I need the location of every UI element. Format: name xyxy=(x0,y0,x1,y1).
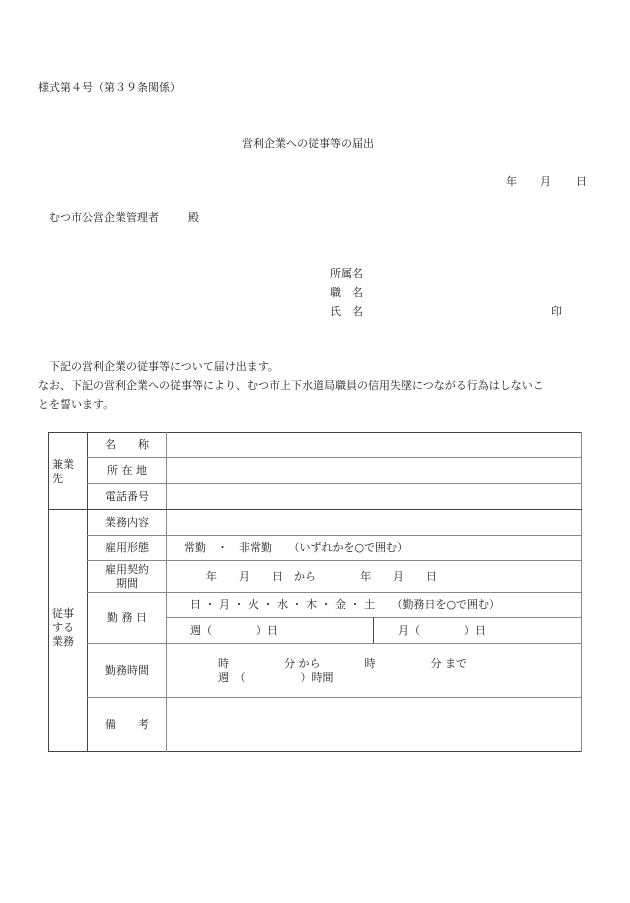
form-number: 様式第４号（第３９条関係） xyxy=(38,81,181,94)
value-remarks[interactable] xyxy=(167,698,581,751)
date-year: 年 xyxy=(506,175,517,188)
value-name[interactable] xyxy=(167,433,581,457)
name-label: 氏 名 xyxy=(330,305,363,318)
label-phone: 電話番号 xyxy=(105,489,149,503)
label-contract-line2: 期間 xyxy=(116,576,138,590)
label-contract-line1: 雇用契約 xyxy=(105,562,149,576)
page-title: 営利企業への従事等の届出 xyxy=(242,137,374,150)
value-hours-line2: 週 （ ）時間 xyxy=(218,670,334,684)
label-workdays: 勤 務 日 xyxy=(107,611,147,624)
value-month-days: 月（ ）日 xyxy=(398,623,486,637)
group-duties-line3: 業務 xyxy=(52,635,74,648)
seal-mark: 印 xyxy=(551,305,562,318)
value-address[interactable] xyxy=(167,458,581,483)
value-hours xyxy=(218,644,578,697)
label-employment-type: 雇用形態 xyxy=(105,541,149,554)
group-duties xyxy=(52,605,86,651)
affiliation-label: 所属名 xyxy=(330,267,363,280)
body-line-1: 下記の営利企業の従事等について届け出ます。 xyxy=(49,360,279,373)
honorific: 殿 xyxy=(188,211,199,224)
group-employer xyxy=(52,457,86,487)
date-month: 月 xyxy=(540,175,551,188)
value-workdays: 日 ・ 月 ・ 火 ・ 水 ・ 木 ・ 金 ・ 土 （勤務日を○で囲む） xyxy=(190,598,501,611)
label-duty: 業務内容 xyxy=(105,515,149,529)
addressee: むつ市公営企業管理者 xyxy=(49,211,159,224)
label-name: 名 称 xyxy=(105,438,149,451)
label-contract-period xyxy=(88,561,166,592)
value-phone[interactable] xyxy=(167,484,581,509)
value-duty[interactable] xyxy=(167,510,581,535)
group-employer-line2: 先 xyxy=(52,472,63,485)
body-line-2: なお、下記の営利企業への従事等により、むつ市上下水道局職員の信用失墜につながる行為はしないこ xyxy=(38,379,544,392)
group-duties-line2: する xyxy=(52,621,74,634)
body-line-3: とを誓います。 xyxy=(38,398,115,411)
position-label: 職 名 xyxy=(330,286,363,299)
value-hours-line1: 時 分 から 時 分 まで xyxy=(218,656,467,670)
label-hours: 勤務時間 xyxy=(105,663,149,677)
value-employment-type: 常勤 ・ 非常勤 （いずれかを○で囲む） xyxy=(184,541,409,554)
date-day: 日 xyxy=(576,175,587,188)
group-duties-line1: 従事 xyxy=(52,607,74,620)
group-employer-line1: 兼業 xyxy=(52,458,74,471)
label-address: 所 在 地 xyxy=(107,463,147,477)
label-remarks: 備 考 xyxy=(105,717,149,731)
value-week-days: 週（ ）日 xyxy=(190,623,278,637)
value-contract-period: 年 月 日 から 年 月 日 xyxy=(206,569,437,583)
